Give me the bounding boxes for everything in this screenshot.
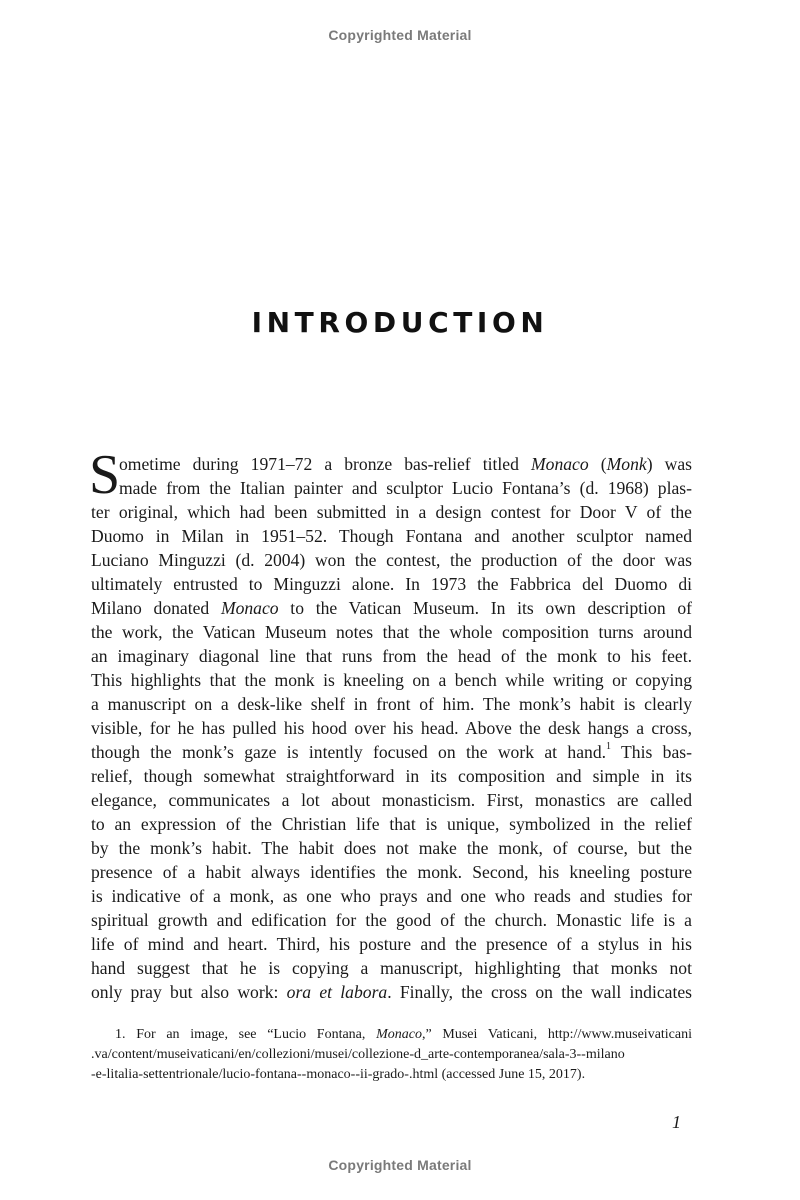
footnote-url-line: .va/content/museivaticani/en/collezioni/musei/collezione-d_arte-contemporanea/sala-3--milano	[91, 1047, 625, 1062]
body-line: Duomo in Milan in 1951–52. Though Fontana and another sculptor named	[91, 526, 692, 546]
body-line: Milano donated Monaco to the Vatican Museum. In its own description of	[91, 598, 692, 618]
drop-cap: S	[89, 444, 121, 506]
body-line: to an expression of the Christian life that is unique, symbolized in the relief	[91, 814, 692, 834]
footnote-url-line: -e-litalia-settentrionale/lucio-fontana--monaco--ii-grado-.html (accessed June 15, 2017).	[91, 1067, 586, 1082]
body-line: Luciano Minguzzi (d. 2004) won the contest, the production of the door was	[91, 550, 692, 570]
body-line: elegance, communicates a lot about monasticism. First, monastics are called	[91, 790, 692, 810]
body-line: a manuscript on a desk-like shelf in front of him. The monk’s habit is clearly	[91, 694, 692, 714]
body-line: life of mind and heart. Third, his posture and the presence of a stylus in his	[91, 934, 692, 954]
body-line: made from the Italian painter and sculptor Lucio Fontana’s (d. 1968) plas-	[119, 478, 692, 498]
chapter-title: INTRODUCTION	[251, 306, 549, 339]
body-line: an imaginary diagonal line that runs from the head of the monk to his feet.	[91, 646, 692, 666]
body-paragraph	[89, 444, 693, 1004]
body-line: the work, the Vatican Museum notes that the whole composition turns around	[91, 622, 692, 642]
footnote	[91, 1025, 692, 1085]
body-line: presence of a habit always identifies the monk. Second, his kneeling posture	[91, 862, 692, 882]
body-line: by the monk’s habit. The habit does not make the monk, of course, but the	[91, 838, 692, 858]
footnote-line: 1. For an image, see “Lucio Fontana, Monaco,” Musei Vaticani, http://www.museivaticani	[115, 1027, 693, 1042]
body-line: visible, for he has pulled his hood over his head. Above the desk hangs a cross,	[91, 718, 692, 738]
copyright-watermark-bottom: Copyrighted Material	[328, 1157, 472, 1173]
copyright-watermark-top: Copyrighted Material	[328, 27, 472, 43]
body-line: ter original, which had been submitted in a design contest for Door V of the	[91, 502, 692, 522]
body-line: though the monk’s gaze is intently focused on the work at hand.$^1$ This bas-	[91, 741, 692, 762]
body-line: only pray but also work: ora et labora. Finally, the cross on the wall indicates	[91, 982, 693, 1002]
footnote-reference[interactable]: 1	[606, 741, 612, 752]
body-line: ometime during 1971–72 a bronze bas-relief titled Monaco (Monk) was	[119, 454, 693, 474]
body-line: is indicative of a monk, as one who prays and one who reads and studies for	[91, 886, 692, 906]
body-line: spiritual growth and edification for the good of the church. Monastic life is a	[91, 910, 692, 930]
body-line: relief, though somewhat straightforward in its composition and simple in its	[91, 766, 692, 786]
body-line: ultimately entrusted to Minguzzi alone. In 1973 the Fabbrica del Duomo di	[91, 574, 692, 594]
page-number: 1	[672, 1112, 681, 1132]
body-line: This highlights that the monk is kneeling on a bench while writing or copying	[91, 670, 692, 690]
body-line: hand suggest that he is copying a manuscript, highlighting that monks not	[91, 958, 692, 978]
